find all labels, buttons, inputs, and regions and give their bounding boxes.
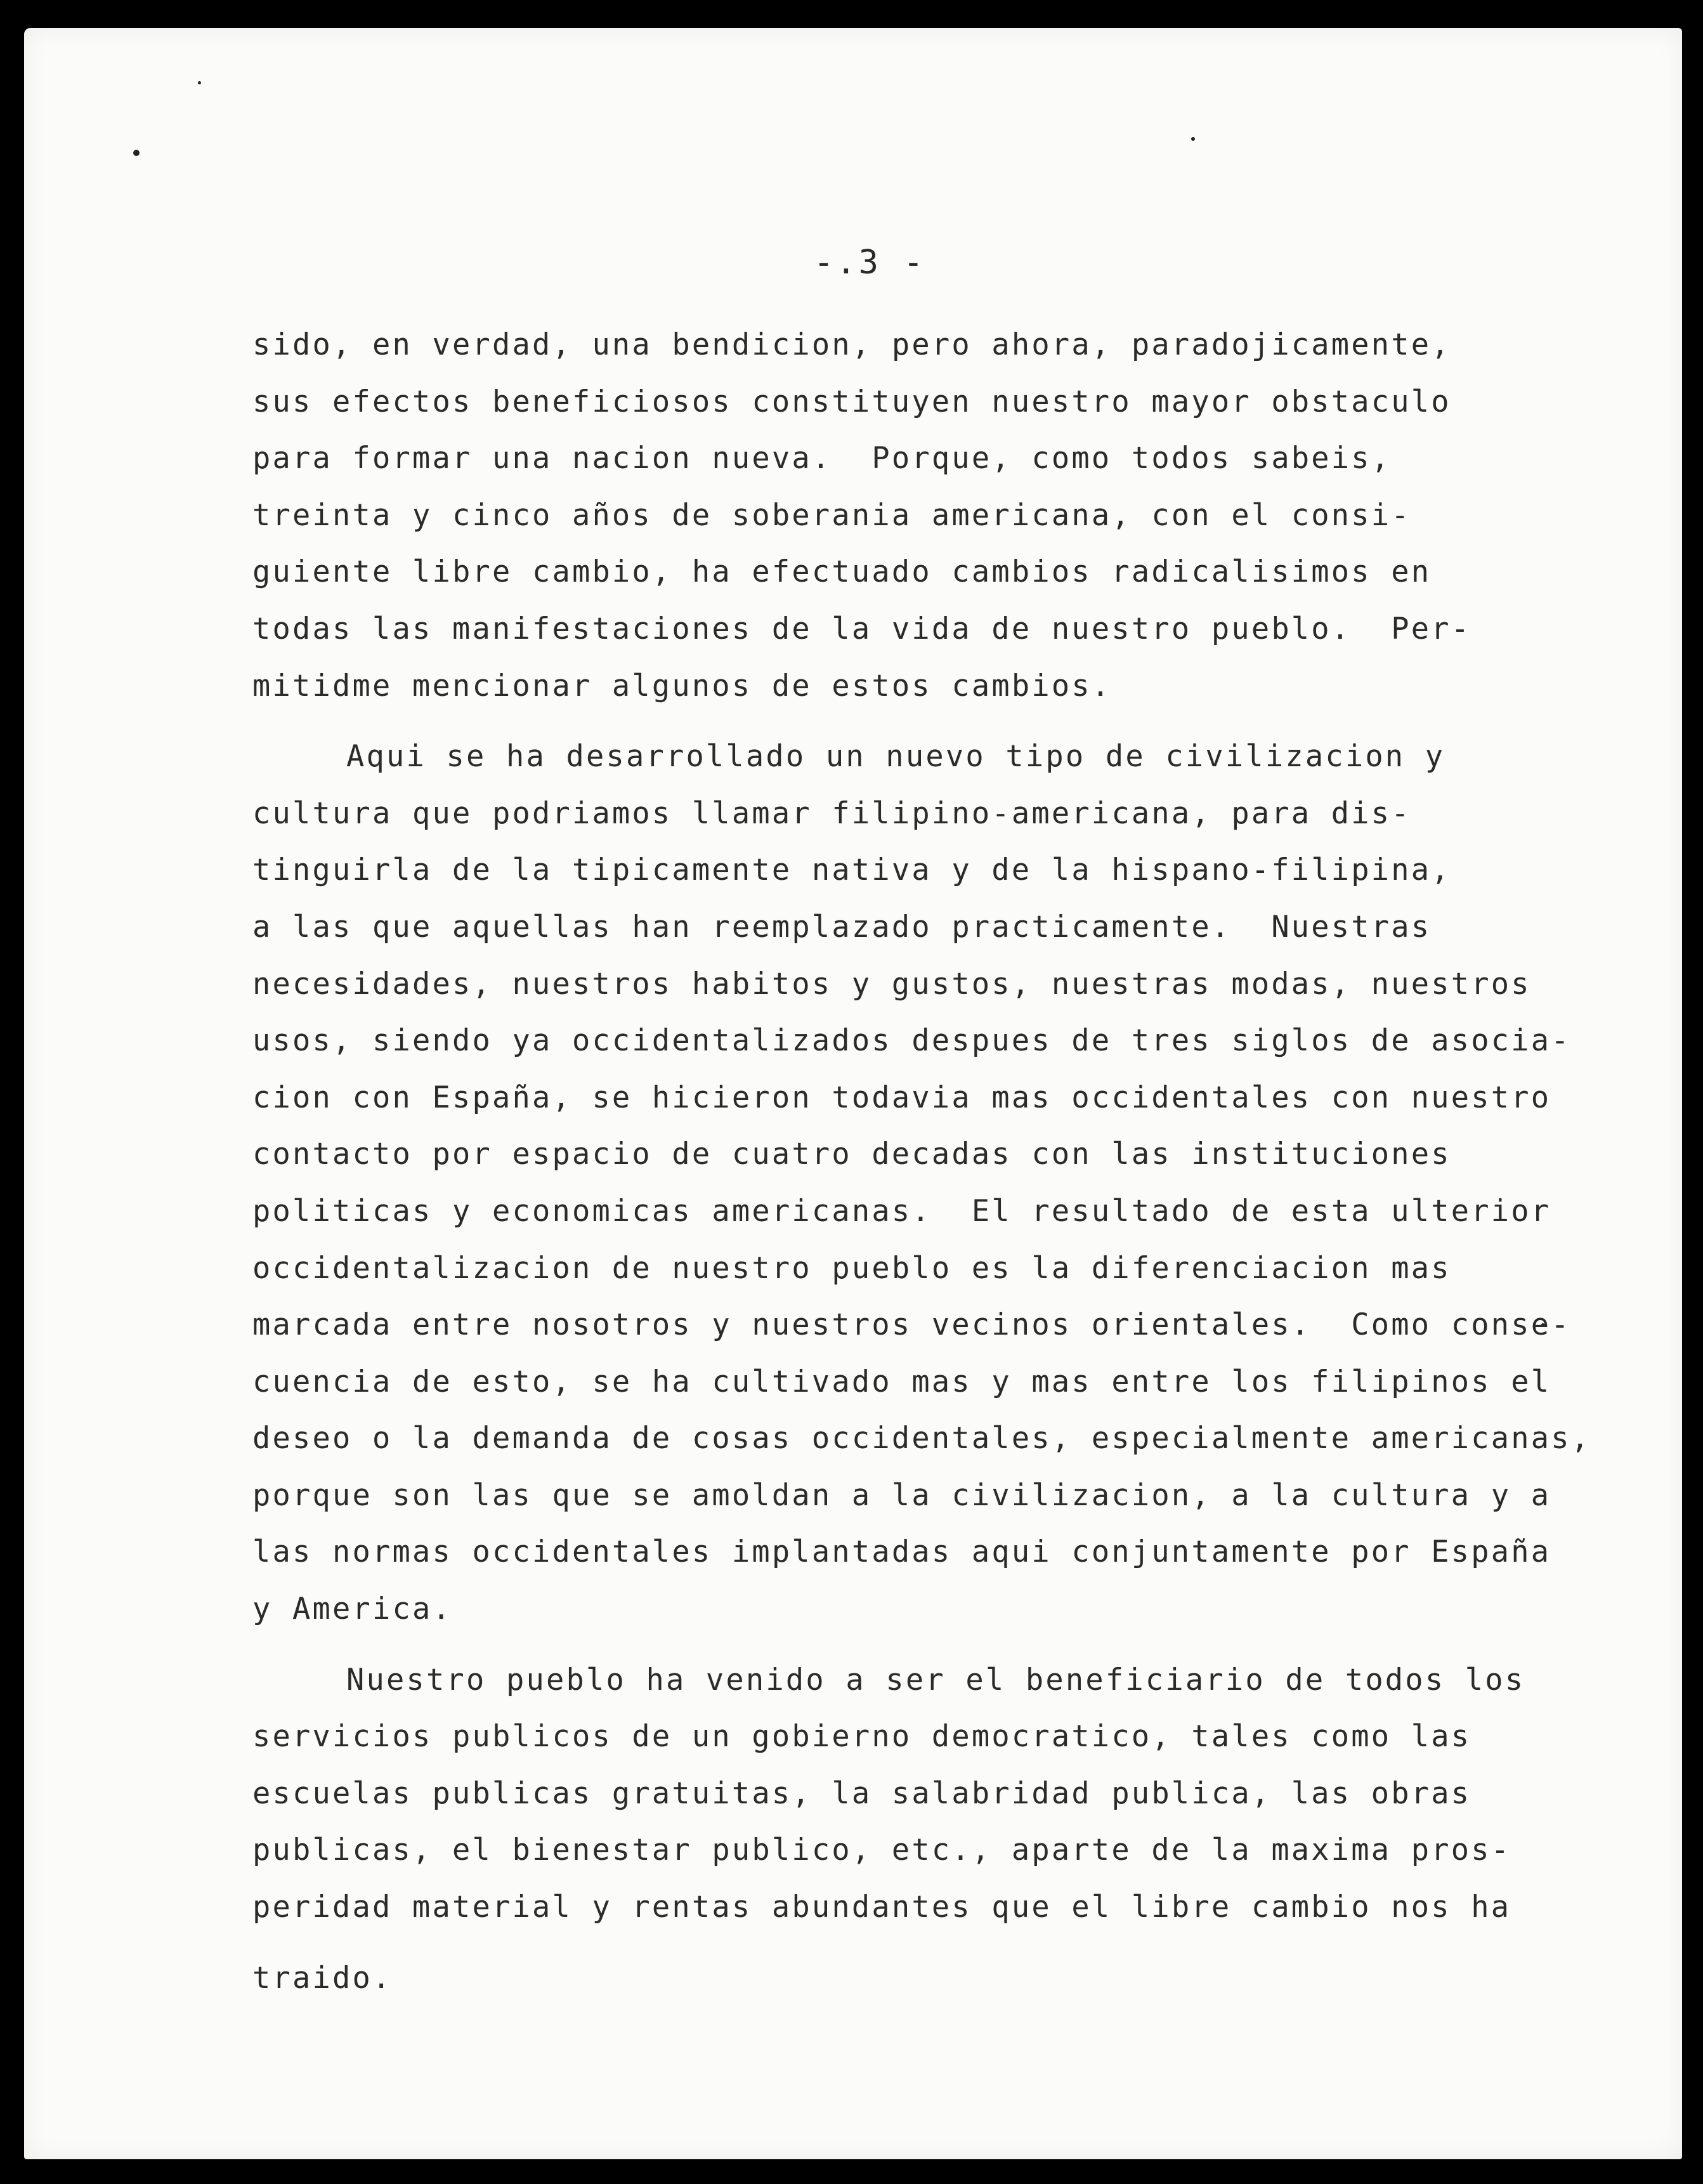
text-line: tinguirla de la tipicamente nativa y de la hispano-filipina, [252, 853, 1451, 888]
document-page [24, 28, 1682, 2159]
text-line: cion con España, se hicieron todavia mas occidentales con nuestro [252, 1080, 1551, 1115]
page-number: -.3 - [814, 244, 926, 282]
text-line: todas las manifestaciones de la vida de nuestro pueblo. Per- [252, 611, 1471, 646]
text-line: Nuestro pueblo ha venido a ser el beneficiario de todos los [346, 1662, 1525, 1697]
text-line: escuelas publicas gratuitas, la salabridad publica, las obras [252, 1775, 1471, 1811]
text-line: sido, en verdad, una bendicion, pero ahora, paradojicamente, [252, 327, 1451, 362]
text-line: cuencia de esto, se ha cultivado mas y mas entre los filipinos el [252, 1364, 1551, 1399]
text-line: las normas occidentales implantadas aqui conjuntamente por España [252, 1534, 1551, 1570]
text-line: traido. [252, 1960, 393, 1996]
text-line: contacto por espacio de cuatro decadas con las instituciones [252, 1137, 1451, 1172]
text-line: sus efectos beneficiosos constituyen nuestro mayor obstaculo [252, 384, 1451, 419]
text-line: a las que aquellas han reemplazado practicamente. Nuestras [252, 909, 1432, 945]
ink-speck [1191, 137, 1195, 141]
text-line: porque son las que se amoldan a la civilizacion, a la cultura y a [252, 1477, 1551, 1513]
text-line: politicas y economicas americanas. El resultado de esta ulterior [252, 1193, 1551, 1229]
text-line: marcada entre nosotros y nuestros vecinos orientales. Como conse- [252, 1307, 1571, 1343]
text-line: necesidades, nuestros habitos y gustos, nuestras modas, nuestros [252, 966, 1531, 1002]
text-line: mitidme mencionar algunos de estos cambios. [252, 668, 1112, 703]
text-line: occidentalizacion de nuestro pueblo es la diferenciacion mas [252, 1250, 1451, 1286]
body-text [252, 317, 1591, 2006]
paragraph-3 [252, 1652, 1584, 2007]
text-line: Aqui se ha desarrollado un nuevo tipo de civilizacion y [346, 739, 1445, 775]
text-line: guiente libre cambio, ha efectuado cambios radicalisimos en [252, 554, 1432, 590]
paragraph-2 [252, 728, 1591, 1638]
text-line: publicas, el bienestar publico, etc., aparte de la maxima pros- [252, 1833, 1511, 1868]
text-line: y America. [252, 1592, 452, 1627]
text-line: servicios publicos de un gobierno democratico, tales como las [252, 1719, 1471, 1755]
text-line: usos, siendo ya occidentalizados despues de tres siglos de asocia- [252, 1023, 1571, 1059]
text-line: cultura que podriamos llamar filipino-americana, para dis- [252, 795, 1411, 831]
ink-speck [133, 150, 140, 156]
ink-speck [198, 81, 201, 84]
paragraph-1 [252, 317, 1584, 714]
text-line: treinta y cinco años de soberania americana, con el consi- [252, 497, 1411, 533]
text-line: deseo o la demanda de cosas occidentales, especialmente americanas, [252, 1421, 1591, 1456]
text-line: peridad material y rentas abundantes que el libre cambio nos ha [252, 1890, 1511, 1925]
text-line: para formar una nacion nueva. Porque, como todos sabeis, [252, 441, 1392, 476]
